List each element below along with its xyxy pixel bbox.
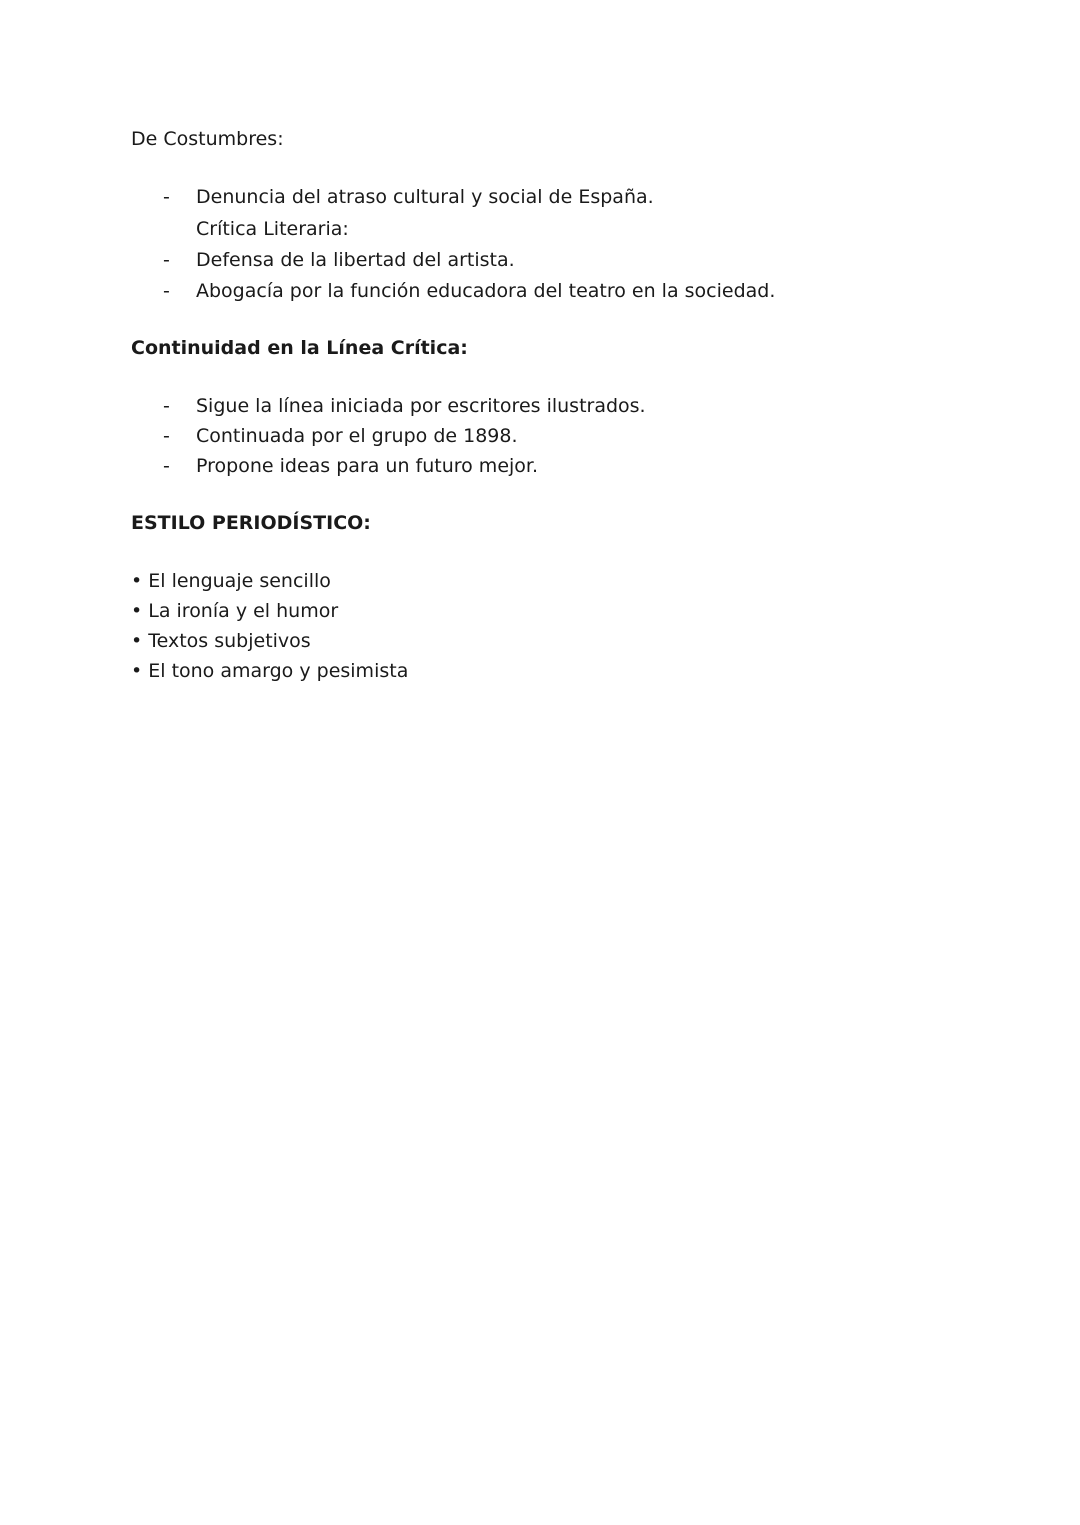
dash-marker: - <box>163 186 170 208</box>
list-item-text: Defensa de la libertad del artista. <box>196 249 515 271</box>
dash-marker: - <box>163 395 170 417</box>
list-item-text: Propone ideas para un futuro mejor. <box>196 455 539 477</box>
dash-marker: - <box>163 249 170 271</box>
subheading-critica-literaria: Crítica Literaria: <box>196 218 349 240</box>
dash-marker: - <box>163 455 170 477</box>
bullet-item: • El lenguaje sencillo <box>131 570 331 592</box>
dash-marker: - <box>163 425 170 447</box>
list-item-text: Abogacía por la función educadora del teatro en la sociedad. <box>196 280 776 302</box>
section-heading-continuidad: Continuidad en la Línea Crítica: <box>131 337 468 359</box>
list-item-text: Continuada por el grupo de 1898. <box>196 425 518 447</box>
list-item-text: Sigue la línea iniciada por escritores ilustrados. <box>196 395 646 417</box>
bullet-item: • Textos subjetivos <box>131 630 311 652</box>
bullet-item: • La ironía y el humor <box>131 600 339 622</box>
list-item-text: Denuncia del atraso cultural y social de España. <box>196 186 654 208</box>
section-heading-costumbres: De Costumbres: <box>131 128 284 150</box>
bullet-item: • El tono amargo y pesimista <box>131 660 409 682</box>
dash-marker: - <box>163 280 170 302</box>
section-heading-estilo: ESTILO PERIODÍSTICO: <box>131 512 371 534</box>
